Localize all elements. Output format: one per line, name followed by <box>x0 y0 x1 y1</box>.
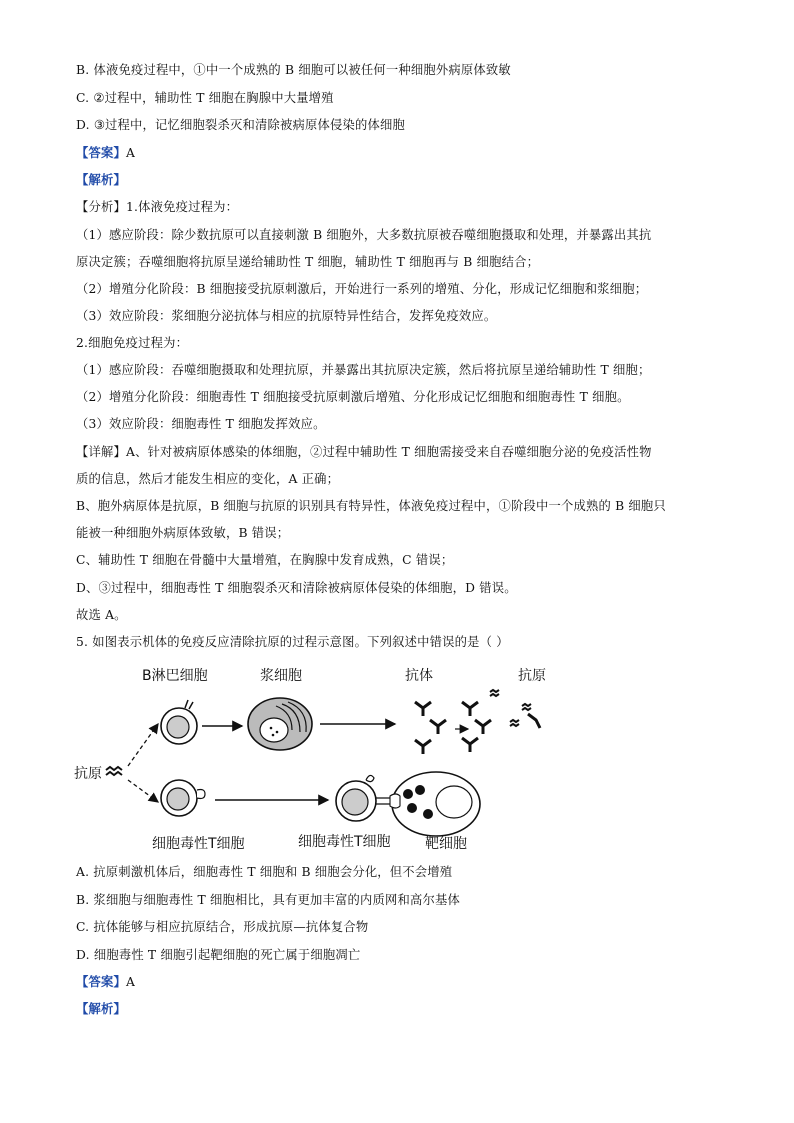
option-d-prev: D. ③过程中，记忆细胞裂杀灭和清除被病原体侵染的体细胞 <box>76 118 405 132</box>
antigen-icon-left <box>106 767 122 775</box>
option-a: A. 抗原刺激机体后，细胞毒性 T 细胞和 B 细胞会分化，但不会增殖 <box>76 865 453 879</box>
plasma-cell-icon <box>248 698 312 750</box>
label-antigen-left: 抗原 <box>74 766 102 782</box>
option-b-prev: B. 体液免疫过程中，①中一个成熟的 B 细胞可以被任何一种细胞外病原体致敏 <box>76 63 511 77</box>
option-d: D. 细胞毒性 T 细胞引起靶细胞的死亡属于细胞凋亡 <box>76 948 361 962</box>
answer-value-2: A <box>126 975 136 989</box>
answer-value: A <box>126 146 136 160</box>
option-c: C. 抗体能够与相应抗原结合，形成抗原—抗体复合物 <box>76 920 369 934</box>
para-5: （3）效应阶段：浆细胞分泌抗体与相应的抗原特异性结合，发挥免疫效应。 <box>76 309 497 323</box>
ctl-cell-2-icon <box>336 775 390 821</box>
target-cell-icon <box>390 772 480 836</box>
ctl-cell-1-icon <box>161 780 205 816</box>
para-16: 故选 A。 <box>76 608 127 622</box>
option-c-prev: C. ②过程中，辅助性 T 细胞在胸腺中大量增殖 <box>76 91 334 105</box>
analysis-tag-2: 【解析】 <box>76 1001 126 1016</box>
answer-line-1 <box>76 145 135 161</box>
label-ctl-2: 细胞毒性T细胞 <box>298 834 391 850</box>
dashed-arrow-up <box>128 724 158 766</box>
label-plasma-cell: 浆细胞 <box>260 668 302 684</box>
para-6: 2.细胞免疫过程为： <box>76 336 189 350</box>
label-target-cell: 靶细胞 <box>425 836 467 852</box>
para-12: B、胞外病原体是抗原，B 细胞与抗原的识别具有特异性，体液免疫过程中，①阶段中一个成熟的 B 细胞只 <box>76 499 666 513</box>
label-antibody: 抗体 <box>405 668 433 684</box>
b-cell-icon <box>161 700 197 744</box>
label-antigen-top: 抗原 <box>518 668 546 684</box>
para-10: 【详解】A、针对被病原体感染的体细胞，②过程中辅助性 T 细胞需接受来自吞噬细胞分泌的免疫活性物 <box>76 445 652 459</box>
para-13: 能被一种细胞外病原体致敏，B 错误； <box>76 526 290 540</box>
para-2: （1）感应阶段：除少数抗原可以直接刺激 B 细胞外，大多数抗原被吞噬细胞摄取和处理，并暴露出其抗 <box>76 228 652 242</box>
para-4: （2）增殖分化阶段：B 细胞接受抗原刺激后，开始进行一系列的增殖、分化，形成记忆细胞和浆细胞； <box>76 282 648 296</box>
para-8: （2）增殖分化阶段：细胞毒性 T 细胞接受抗原刺激后增殖、分化形成记忆细胞和细胞毒性 T 细胞。 <box>76 390 630 404</box>
answer-tag-2: 【答案】 <box>76 974 126 989</box>
para-3: 原决定簇；吞噬细胞将抗原呈递给辅助性 T 细胞，辅助性 T 细胞再与 B 细胞结合； <box>76 255 540 269</box>
para-15: D、③过程中，细胞毒性 T 细胞裂杀灭和清除被病原体侵染的体细胞，D 错误。 <box>76 581 517 595</box>
para-7: （1）感应阶段：吞噬细胞摄取和处理抗原，并暴露出其抗原决定簇，然后将抗原呈递给辅助性 T 细胞； <box>76 363 651 377</box>
dashed-arrow-down <box>128 780 158 802</box>
para-9: （3）效应阶段：细胞毒性 T 细胞发挥效应。 <box>76 417 326 431</box>
immune-response-diagram <box>70 662 590 852</box>
option-b: B. 浆细胞与细胞毒性 T 细胞相比，具有更加丰富的内质网和高尔基体 <box>76 893 460 907</box>
label-ctl-1: 细胞毒性T细胞 <box>152 836 245 852</box>
antibody-cluster-icon <box>415 702 491 754</box>
answer-line-2 <box>76 974 135 990</box>
analysis-tag: 【解析】 <box>76 172 126 187</box>
question-5: 5. 如图表示机体的免疫反应清除抗原的过程示意图。下列叙述中错误的是（ ） <box>76 635 509 649</box>
answer-tag: 【答案】 <box>76 145 126 160</box>
para-14: C、辅助性 T 细胞在骨髓中大量增殖，在胸腺中发育成熟，C 错误； <box>76 553 454 567</box>
para-11: 质的信息，然后才能发生相应的变化，A 正确； <box>76 472 340 486</box>
label-b-lymphocyte: B淋巴细胞 <box>142 668 208 684</box>
para-1: 【分析】1.体液免疫过程为： <box>76 200 239 214</box>
antigen-icons-right <box>490 690 540 728</box>
